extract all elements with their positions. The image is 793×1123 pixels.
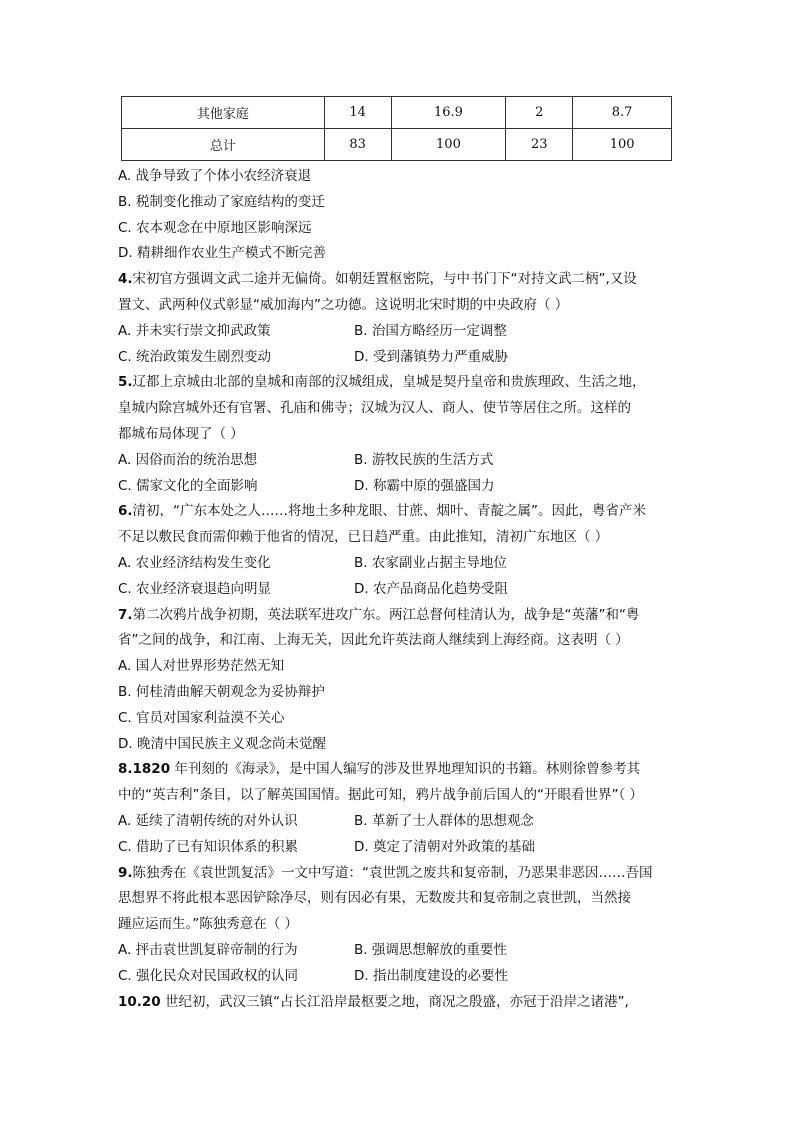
question-4-options <box>118 345 678 371</box>
table-cell: 83 <box>324 129 391 161</box>
row-label: 总计 <box>122 129 325 161</box>
option-b: B. 农家副业占据主导地位 <box>354 554 507 571</box>
table-cell: 2 <box>506 97 573 129</box>
table-cell: 100 <box>391 129 505 161</box>
option-a: A. 国人对世界形势茫然无知 <box>118 658 285 675</box>
option-a: A. 农业经济结构发生变化 <box>118 554 271 571</box>
option-b: B. 强调思想解放的重要性 <box>354 941 507 958</box>
question-number: 6. <box>118 503 133 520</box>
option-c: C. 农业经济衰退趋向明显 <box>118 580 272 597</box>
question-9-options <box>118 938 678 964</box>
option-a: A. 因俗而治的统治思想 <box>118 451 258 468</box>
table-cell: 16.9 <box>391 97 505 129</box>
option-b: B. 何桂清曲解天朝观念为妥协辩护 <box>118 683 325 700</box>
question-9-stem-line: 踵应运而生。”陈独秀意在（ ） <box>118 916 299 933</box>
option-a: A. 延续了清朝传统的对外认识 <box>118 812 298 829</box>
table-cell: 8.7 <box>573 97 672 129</box>
question-number: 5. <box>118 374 133 391</box>
question-9-stem-line: 思想界不将此根本恶因铲除净尽，则有因必有果，无数废共和复帝制之袁世凯，当然接 <box>118 890 631 907</box>
question-4-stem-line: 置文、武两种仪式彰显“威加海内”之功德。这说明北宋时期的中央政府（ ） <box>118 296 569 313</box>
question-6-stem: 6.清初，“广东本处之人……将地土多种龙眼、甘蔗、烟叶、青靛之属”。因此，粤省产米 <box>118 503 647 520</box>
option-c: C. 儒家文化的全面影响 <box>118 477 258 494</box>
table-cell: 100 <box>573 129 672 161</box>
option-d: D. 农产品商品化趋势受阻 <box>354 580 508 597</box>
question-5-options <box>118 448 678 474</box>
option-c: C. 统治政策发生剧烈变动 <box>118 348 272 365</box>
question-8-options <box>118 835 678 861</box>
question-number: 9. <box>118 864 133 881</box>
question-10-stem: 10.20 世纪初，武汉三镇“占长江沿岸最枢要之地，商况之殷盛，亦冠于沿岸之诸港”, <box>118 993 629 1010</box>
question-7-stem-line: 省”之间的战争，和江南、上海无关，因此允许英法商人继续到上海经商。这表明（ ） <box>118 632 629 649</box>
question-4-options <box>118 319 678 345</box>
option-d: D. 称霸中原的强盛国力 <box>354 477 495 494</box>
question-9-stem: 9.陈独秀在《袁世凯复活》一文中写道：“袁世凯之废共和复帝制，乃恶果非恶因……吾国 <box>118 864 653 881</box>
question-number: 10.20 <box>118 993 161 1010</box>
option-a: A. 并未实行崇文抑武政策 <box>118 322 271 339</box>
option-b: B. 税制变化推动了家庭结构的变迁 <box>118 193 325 210</box>
option-d: D. 奠定了清朝对外政策的基础 <box>354 838 535 855</box>
row-label: 其他家庭 <box>122 97 325 129</box>
option-b: B. 革新了士人群体的思想观念 <box>354 812 534 829</box>
option-b: B. 游牧民族的生活方式 <box>354 451 494 468</box>
question-6-stem-line: 不足以敷民食而需仰赖于他省的情况，已日趋严重。由此推知，清初广东地区（ ） <box>118 529 609 546</box>
question-4-stem: 4.宋初官方强调文武二途并无偏倚。如朝廷置枢密院，与中书门下“对持文武二柄”,又设 <box>118 271 637 288</box>
option-a: A. 战争导致了个体小农经济衰退 <box>118 168 312 184</box>
table-row <box>122 97 672 129</box>
question-6-options <box>118 551 678 577</box>
option-b: B. 治国方略经历一定调整 <box>354 322 507 339</box>
question-number: 4. <box>118 271 133 288</box>
option-d: D. 指出制度建设的必要性 <box>354 967 508 984</box>
question-8-stem-line: 中的“英吉利”条目，以了解英国国情。据此可知，鸦片战争前后国人的“开眼看世界”（ ） <box>118 787 644 804</box>
option-c: C. 农本观念在中原地区影响深远 <box>118 219 312 236</box>
table-cell: 23 <box>506 129 573 161</box>
option-c: C. 强化民众对民国政权的认同 <box>118 967 299 984</box>
question-9-options <box>118 964 678 990</box>
statistics-table <box>121 96 672 161</box>
table-cell: 14 <box>324 97 391 129</box>
question-5-stem: 5.辽都上京城由北部的皇城和南部的汉城组成，皇城是契丹皇帝和贵族理政、生活之地， <box>118 374 646 391</box>
table-row <box>122 129 672 161</box>
question-number: 7. <box>118 606 133 623</box>
option-a: A. 抨击袁世凯复辟帝制的行为 <box>118 941 298 958</box>
questions <box>118 164 678 1015</box>
question-8-options <box>118 809 678 835</box>
option-d: D. 受到藩镇势力严重威胁 <box>354 348 508 365</box>
question-7-stem: 7.第二次鸦片战争初期，英法联军进攻广东。两江总督何桂清认为，战争是“英藩”和“粤 <box>118 606 640 623</box>
question-6-options <box>118 577 678 603</box>
question-8-stem: 8.1820 年刊刻的《海录》，是中国人编写的涉及世界地理知识的书籍。林则徐曾参考其 <box>118 761 641 778</box>
option-c: C. 借助了已有知识体系的积累 <box>118 838 299 855</box>
option-d: D. 晚清中国民族主义观念尚未觉醒 <box>118 735 326 752</box>
question-number: 8.1820 <box>118 761 171 778</box>
question-5-stem-line: 皇城内除宫城外还有官署、孔庙和佛寺；汉城为汉人、商人、使节等居住之所。这样的 <box>118 400 631 417</box>
option-c: C. 官员对国家利益漠不关心 <box>118 709 285 726</box>
question-5-stem-line: 都城布局体现了（ ） <box>118 425 244 442</box>
question-5-options <box>118 474 678 500</box>
option-d: D. 精耕细作农业生产模式不断完善 <box>118 245 326 262</box>
